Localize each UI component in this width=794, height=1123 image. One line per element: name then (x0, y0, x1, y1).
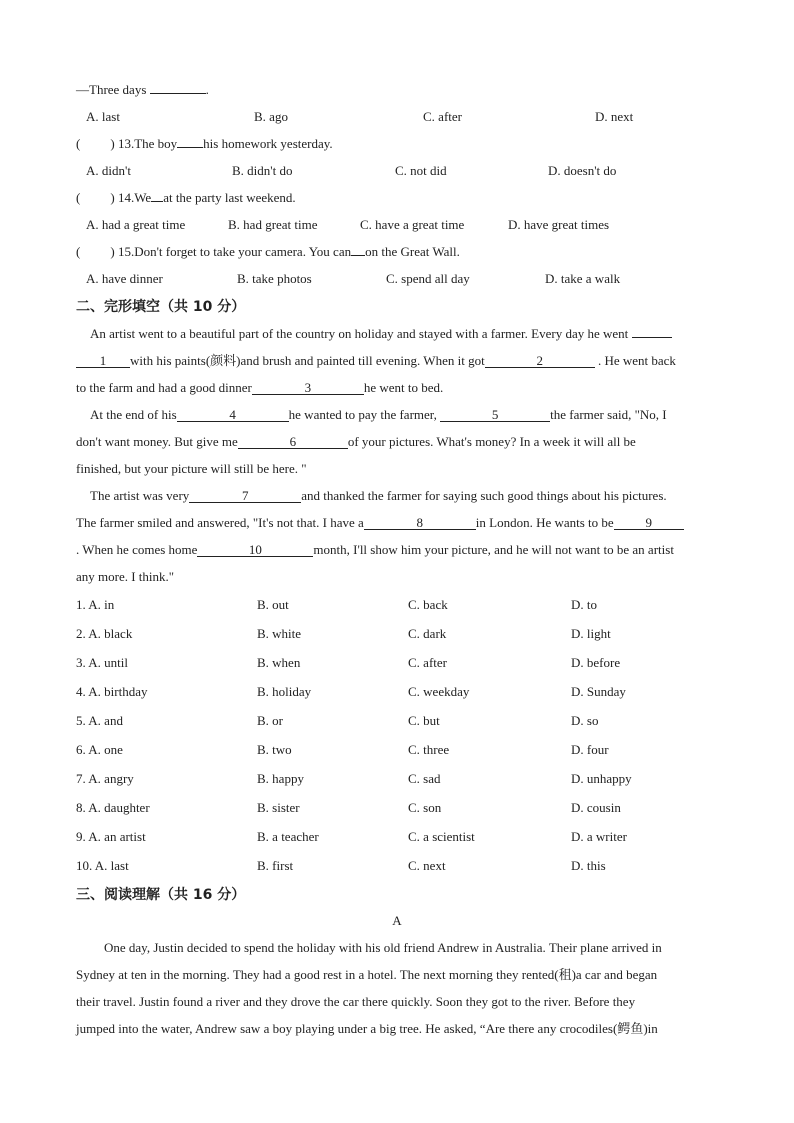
reading-line-3: their travel. Justin found a river and they drove the car there quickly. Soon they got to the river. Before they (76, 994, 636, 1009)
cloze-choice-6c[interactable]: C. three (408, 742, 450, 757)
cloze-choice-10c[interactable]: C. next (408, 858, 446, 873)
reading-line-1: One day, Justin decided to spend the holiday with his old friend Andrew in Australia. Their plane arrived in (104, 940, 662, 955)
cloze-choice-1b[interactable]: B. out (257, 597, 289, 612)
cloze-line-1: An artist went to a beautiful part of the country on holiday and stayed with a farmer. Every day he went (90, 326, 672, 342)
q13-stem: ( ) 13.The boy his homework yesterday. (76, 136, 333, 151)
cloze-choice-8d[interactable]: D. cousin (571, 800, 621, 815)
cloze-choice-5c[interactable]: C. but (408, 713, 440, 728)
cloze-choice-3a[interactable]: 3. A. until (76, 655, 129, 670)
q14-option-c[interactable]: C. have a great time (360, 217, 465, 232)
cloze-blank-7[interactable]: 7 (189, 489, 301, 503)
cloze-choice-6b[interactable]: B. two (257, 742, 292, 757)
cloze-choice-3b[interactable]: B. when (257, 655, 301, 670)
q14-stem: ( ) 14.We at the party last weekend. (76, 190, 296, 205)
q12-answer-line: —Three days . (76, 82, 209, 97)
cloze-choice-2a[interactable]: 2. A. black (76, 626, 133, 641)
cloze-choice-4c[interactable]: C. weekday (408, 684, 470, 699)
section3-title: 三、阅读理解（共 16 分） (76, 887, 246, 903)
cloze-choice-7a[interactable]: 7. A. angry (76, 771, 134, 786)
cloze-choice-10b[interactable]: B. first (257, 858, 294, 873)
cloze-choice-1d[interactable]: D. to (571, 597, 597, 612)
cloze-choice-9a[interactable]: 9. A. an artist (76, 829, 146, 844)
passage-label-a: A (392, 913, 402, 928)
cloze-choice-7b[interactable]: B. happy (257, 771, 304, 786)
cloze-blank-10[interactable]: 10 (197, 543, 313, 557)
cloze-line-6: finished, but your picture will still be here. " (76, 461, 307, 476)
q15-option-c[interactable]: C. spend all day (386, 271, 470, 286)
cloze-choice-10a[interactable]: 10. A. last (76, 858, 129, 873)
cloze-choice-6a[interactable]: 6. A. one (76, 742, 123, 757)
cloze-choice-10d[interactable]: D. this (571, 858, 606, 873)
cloze-choice-4b[interactable]: B. holiday (257, 684, 312, 699)
cloze-choice-6d[interactable]: D. four (571, 742, 609, 757)
cloze-line-5: don't want money. But give me 6 of your pictures. What's money? In a week it will all be (76, 434, 636, 449)
cloze-line-9: . When he comes home 10 month, I'll show him your picture, and he will not want to be an artist (76, 542, 674, 557)
cloze-choice-7c[interactable]: C. sad (408, 771, 441, 786)
cloze-choice-9b[interactable]: B. a teacher (257, 829, 319, 844)
q12-option-b[interactable]: B. ago (254, 109, 288, 124)
cloze-choice-2c[interactable]: C. dark (408, 626, 447, 641)
reading-line-2: Sydney at ten in the morning. They had a good rest in a hotel. The next morning they rented(租)a car and began (76, 967, 658, 982)
cloze-line-4: At the end of his 4 he wanted to pay the farmer, 5 the farmer said, "No, I (90, 407, 667, 422)
cloze-choice-1c[interactable]: C. back (408, 597, 448, 612)
q14-option-a[interactable]: A. had a great time (86, 217, 186, 232)
cloze-choice-5a[interactable]: 5. A. and (76, 713, 123, 728)
q14-option-d[interactable]: D. have great times (508, 217, 610, 232)
cloze-blank-5[interactable]: 5 (440, 408, 550, 422)
cloze-choice-7d[interactable]: D. unhappy (571, 771, 632, 786)
cloze-blank-3[interactable]: 3 (252, 381, 364, 395)
cloze-blank-1a[interactable] (632, 337, 672, 338)
q15-blank[interactable] (351, 255, 365, 256)
cloze-choice-2b[interactable]: B. white (257, 626, 302, 641)
cloze-choice-2d[interactable]: D. light (571, 626, 611, 641)
cloze-choice-8a[interactable]: 8. A. daughter (76, 800, 150, 815)
cloze-choice-3c[interactable]: C. after (408, 655, 447, 670)
cloze-choice-3d[interactable]: D. before (571, 655, 621, 670)
q15-stem: ( ) 15.Don't forget to take your camera. You can on the Great Wall. (76, 244, 460, 259)
q13-option-c[interactable]: C. not did (395, 163, 447, 178)
q12-option-d[interactable]: D. next (595, 109, 634, 124)
cloze-line-7: The artist was very 7 and thanked the farmer for saying such good things about his pictures. (90, 488, 667, 503)
cloze-choice-1a[interactable]: 1. A. in (76, 597, 115, 612)
q12-option-c[interactable]: C. after (423, 109, 462, 124)
cloze-line-2: 1 with his paints(颜料)and brush and painted till evening. When it got 2 . He went back (76, 353, 676, 369)
cloze-choice-5b[interactable]: B. or (257, 713, 283, 728)
q13-option-b[interactable]: B. didn't do (232, 163, 293, 178)
cloze-blank-4[interactable]: 4 (177, 408, 289, 422)
q15-option-b[interactable]: B. take photos (237, 271, 312, 286)
q14-option-b[interactable]: B. had great time (228, 217, 318, 232)
q13-option-d[interactable]: D. doesn't do (548, 163, 617, 178)
cloze-blank-1[interactable]: 1 (76, 354, 130, 368)
q13-blank[interactable] (177, 147, 203, 148)
q15-option-a[interactable]: A. have dinner (86, 271, 163, 286)
cloze-choice-5d[interactable]: D. so (571, 713, 599, 728)
q12-blank[interactable] (150, 93, 206, 94)
cloze-blank-6[interactable]: 6 (238, 435, 348, 449)
q15-option-d[interactable]: D. take a walk (545, 271, 621, 286)
section2-title: 二、完形填空（共 10 分） (76, 299, 246, 315)
cloze-line-3: to the farm and had a good dinner 3 he went to bed. (76, 380, 444, 395)
q12-text: —Three days (76, 82, 147, 97)
q13-option-a[interactable]: A. didn't (86, 163, 131, 178)
q14-blank[interactable] (151, 201, 163, 202)
q12-option-a[interactable]: A. last (86, 109, 120, 124)
cloze-choice-4d[interactable]: D. Sunday (571, 684, 626, 699)
cloze-line-10: any more. I think." (76, 569, 175, 584)
cloze-choice-8b[interactable]: B. sister (257, 800, 300, 815)
cloze-line-8: The farmer smiled and answered, "It's not that. I have a 8 in London. He wants to be 9 (76, 515, 684, 531)
cloze-blank-8[interactable]: 8 (364, 516, 476, 530)
cloze-choice-8c[interactable]: C. son (408, 800, 442, 815)
cloze-blank-9[interactable]: 9 (614, 516, 684, 530)
cloze-blank-2[interactable]: 2 (485, 354, 595, 368)
cloze-choice-9c[interactable]: C. a scientist (408, 829, 475, 844)
reading-line-4: jumped into the water, Andrew saw a boy playing under a big tree. He asked, “Are there any crocodiles(鳄鱼)in (76, 1021, 658, 1036)
cloze-choice-9d[interactable]: D. a writer (571, 829, 627, 844)
cloze-choice-4a[interactable]: 4. A. birthday (76, 684, 148, 699)
